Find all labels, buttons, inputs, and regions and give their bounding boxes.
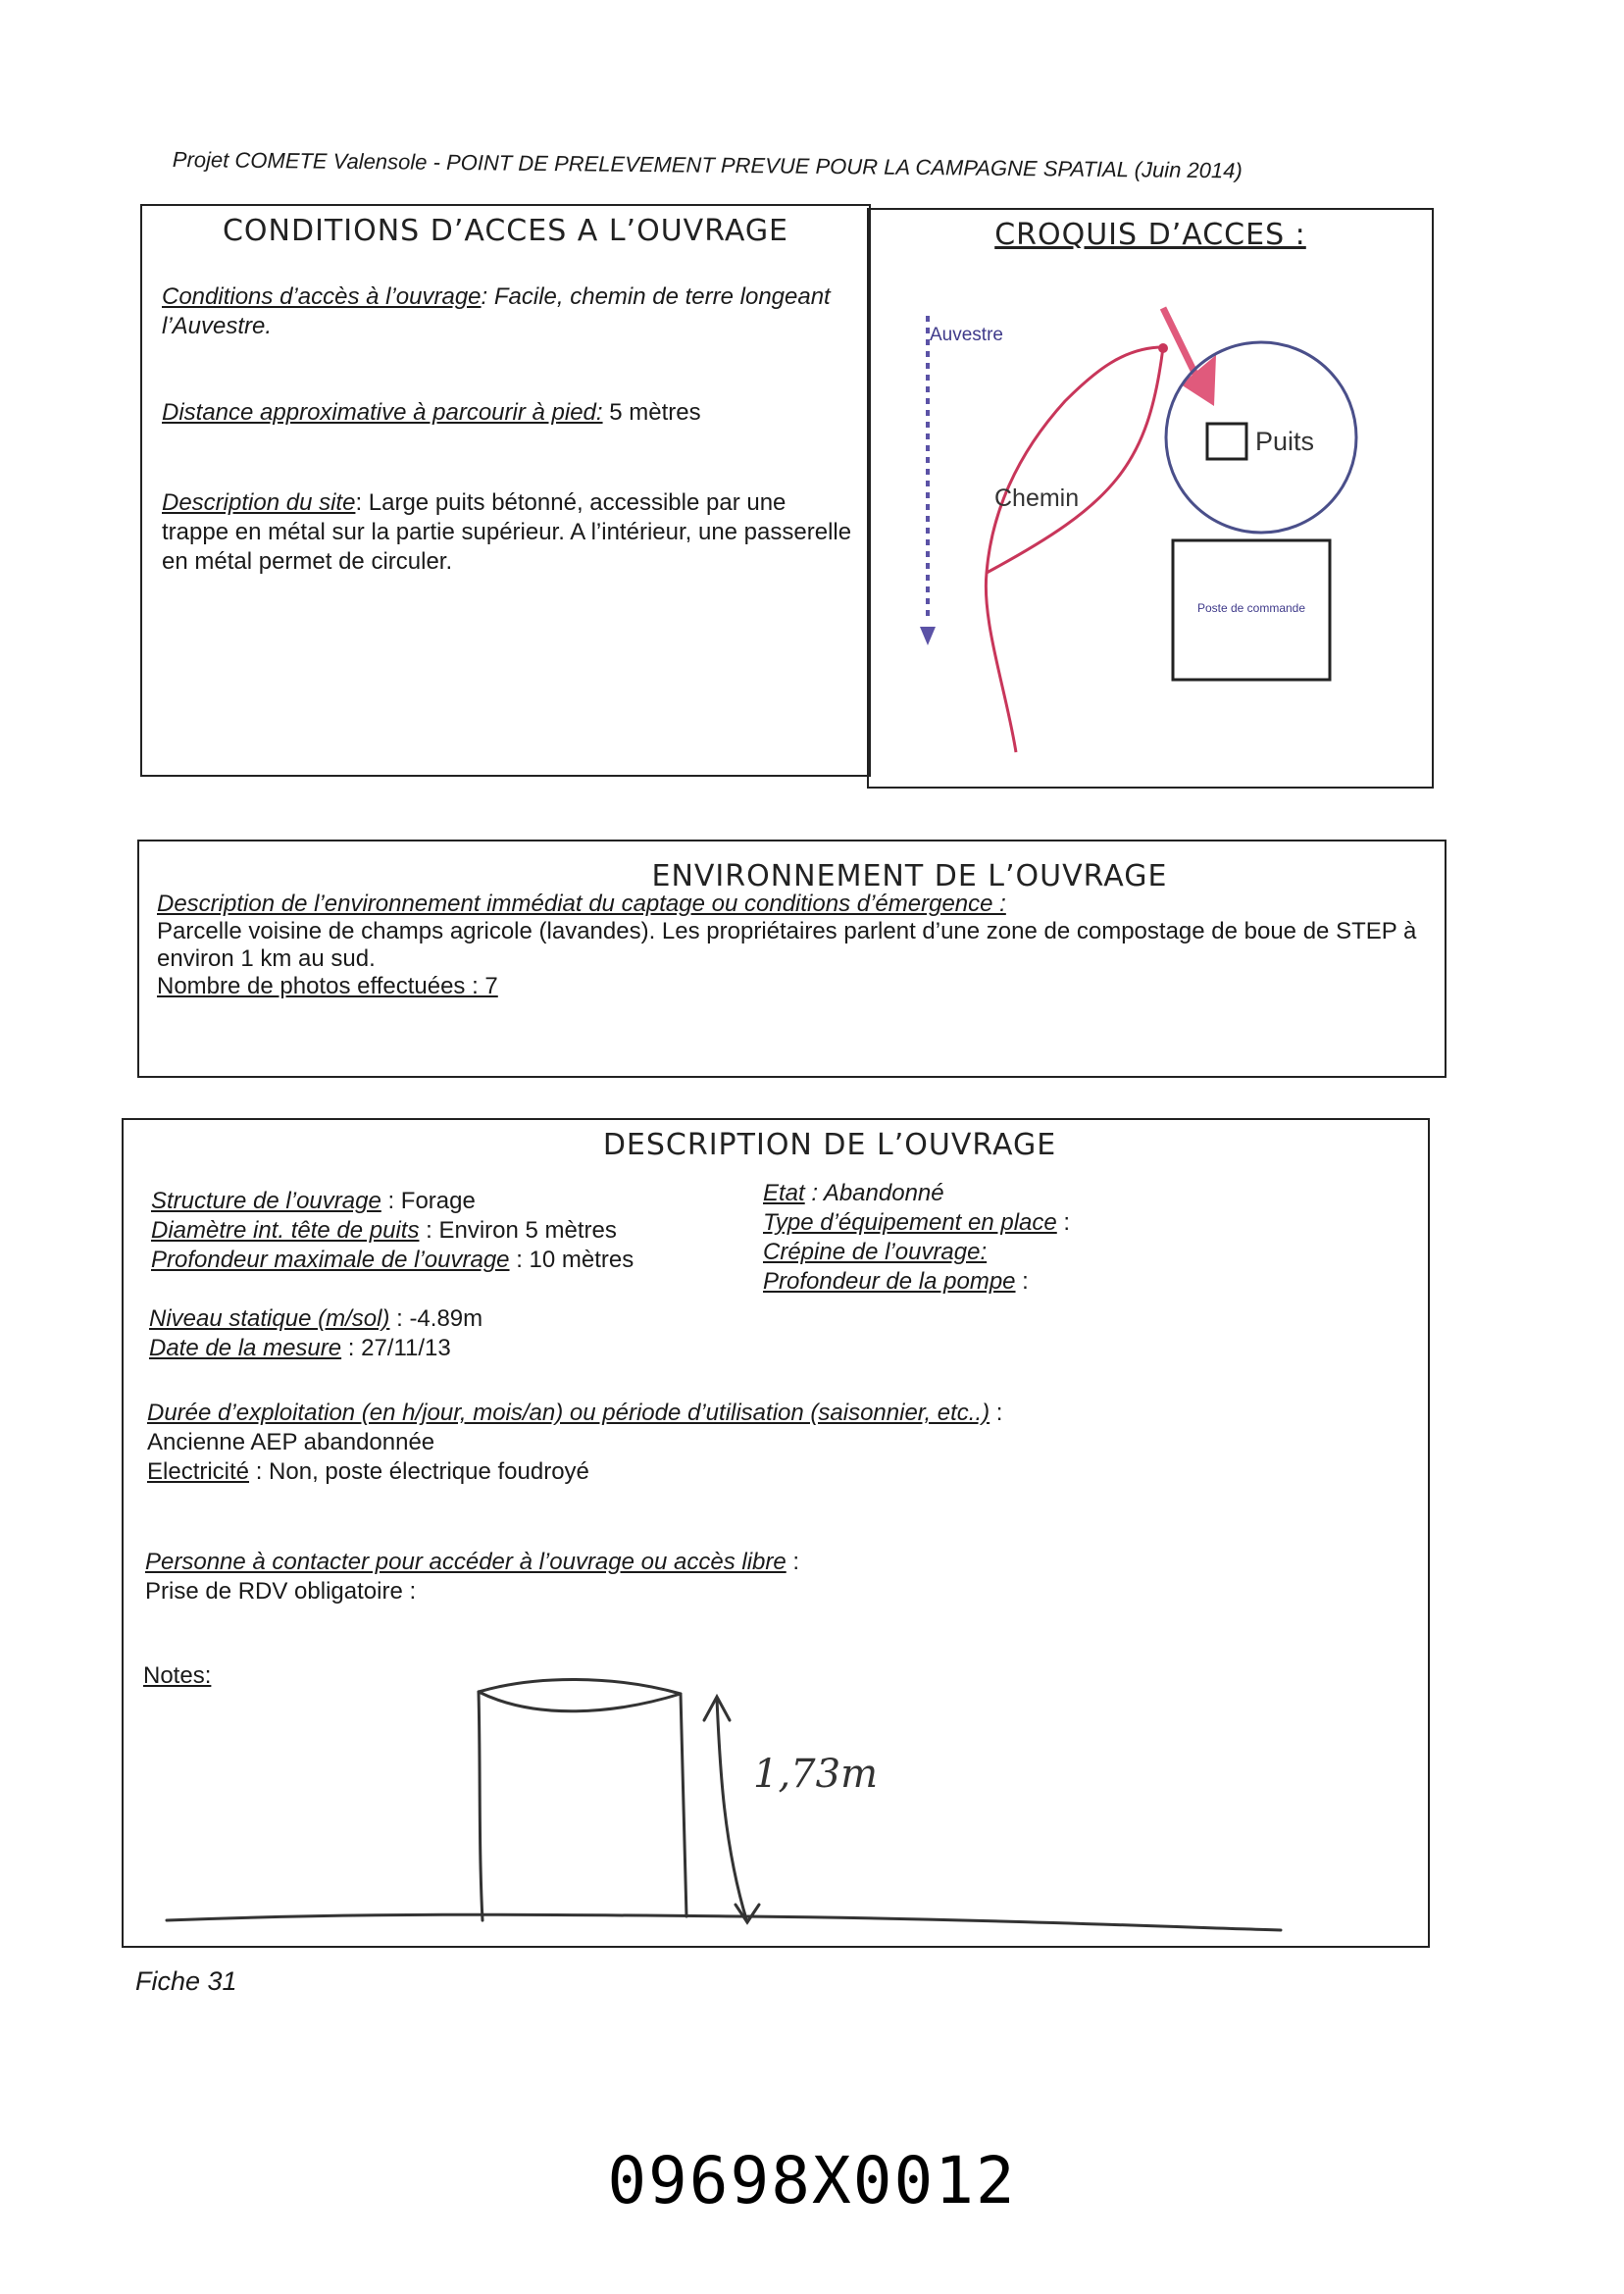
date-label: Date de la mesure <box>149 1335 342 1361</box>
environnement-body <box>157 891 1422 1000</box>
poste-commande-label: Poste de commande <box>1196 601 1306 615</box>
puits-square-icon <box>1207 424 1246 459</box>
date-value: : 27/11/13 <box>341 1335 451 1361</box>
acces-value: : Facile, chemin de terre longeant l’Auvestre. <box>162 283 831 339</box>
croquis-box <box>867 208 1434 789</box>
access-sketch <box>869 210 1432 787</box>
acces-label: Conditions d’accès à l’ouvrage <box>162 283 482 310</box>
equipement-value: : <box>1056 1209 1071 1236</box>
environnement-desc-label: Description de l’environnement immédiat du captage ou conditions d’émergence : <box>157 891 1006 917</box>
equipement-label: Type d’équipement en place <box>763 1209 1057 1236</box>
environnement-title: ENVIRONNEMENT DE L’OUVRAGE <box>651 859 1168 893</box>
electricite-label: Electricité <box>147 1458 250 1485</box>
crepine-label: Crépine de l’ouvrage: <box>763 1239 988 1265</box>
chemin-label: Chemin <box>994 484 1080 512</box>
environnement-box <box>137 840 1446 1078</box>
pompe-value: : <box>1015 1268 1029 1295</box>
description-value: : Large puits bétonné, accessible par une trappe en métal sur la partie supérieur. A l’intérieur, une passerelle en métal permet de circuler. <box>162 489 852 575</box>
river-arrow-icon <box>920 627 936 645</box>
distance-block <box>162 398 848 428</box>
etat-label: Etat <box>763 1180 805 1206</box>
environnement-desc-value: Parcelle voisine de champs agricole (lavandes). Les propriétaires parlent d’une zone de compostage de boue de STEP à environ 1 km au sud. <box>157 918 1417 972</box>
notes-label-text: Notes: <box>143 1662 212 1689</box>
diametre-value: : Environ 5 mètres <box>419 1217 617 1244</box>
auvestre-label: Auvestre <box>930 325 1003 345</box>
structure-value: : Forage <box>381 1188 476 1214</box>
ground-line <box>167 1914 1281 1930</box>
duree-value: Ancienne AEP abandonnée <box>147 1429 435 1455</box>
etat-value: : Abandonné <box>804 1180 944 1206</box>
well-sketch <box>124 1120 1428 1946</box>
height-arrow-line <box>717 1699 747 1922</box>
sketch-height-label: 1,73m <box>753 1752 878 1797</box>
duree-suffix: : <box>990 1400 1003 1426</box>
height-arrow-bottom-icon <box>736 1905 759 1922</box>
conditions-box <box>140 204 871 777</box>
niveau-value: : -4.89m <box>389 1305 483 1332</box>
description-title: DESCRIPTION DE L’OUVRAGE <box>602 1128 1057 1162</box>
duree-label: Durée d’exploitation (en h/jour, mois/an) ou période d’utilisation (saisonnier, etc..) <box>147 1400 990 1426</box>
fiche-number: Fiche 31 <box>135 1966 237 1996</box>
niveau-label: Niveau statique (m/sol) <box>149 1305 390 1332</box>
description-box <box>122 1118 1430 1948</box>
personne-suffix: : <box>786 1549 800 1575</box>
acces-block <box>162 282 848 341</box>
description-block <box>162 488 853 577</box>
distance-label: Distance approximative à parcourir à pied: <box>162 399 603 426</box>
well-top-front <box>479 1692 681 1711</box>
photos-count: Nombre de photos effectuées : 7 <box>157 973 498 999</box>
chemin-end-dot <box>1158 343 1168 353</box>
document-code: 09698X0012 <box>607 2143 1017 2218</box>
pompe-label: Profondeur de la pompe <box>763 1268 1016 1295</box>
structure-label: Structure de l’ouvrage <box>151 1188 381 1214</box>
croquis-title-text: CROQUIS D’ACCES : <box>994 218 1306 252</box>
document-header: Projet COMETE Valensole - POINT DE PRELEVEMENT PREVUE POUR LA CAMPAGNE SPATIAL (Juin 2014) <box>172 147 1243 183</box>
personne-value: Prise de RDV obligatoire : <box>145 1578 417 1605</box>
well-left-wall <box>479 1692 482 1920</box>
chemin-path <box>986 347 1163 752</box>
electricite-value: : Non, poste électrique foudroyé <box>249 1458 589 1485</box>
distance-value: 5 mètres <box>602 399 701 426</box>
personne-label: Personne à contacter pour accéder à l’ouvrage ou accès libre <box>145 1549 787 1575</box>
puits-label: Puits <box>1255 427 1315 456</box>
profondeur-label: Profondeur maximale de l’ouvrage <box>151 1247 510 1273</box>
profondeur-value: : 10 mètres <box>509 1247 634 1273</box>
well-right-wall <box>681 1694 686 1916</box>
description-label: Description du site <box>162 489 356 516</box>
diametre-label: Diamètre int. tête de puits <box>151 1217 420 1244</box>
conditions-title: CONDITIONS D’ACCES A L’OUVRAGE <box>222 214 789 248</box>
well-top-back <box>479 1679 681 1694</box>
